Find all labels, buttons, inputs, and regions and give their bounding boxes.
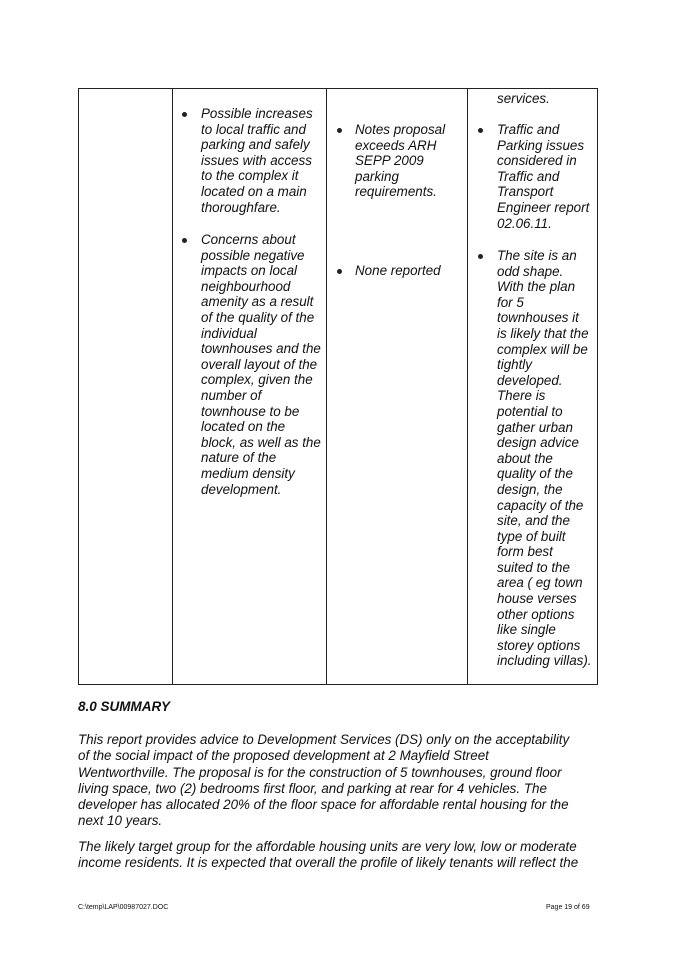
footer-file-path: C:\temp\LAP\00987027.DOC — [78, 904, 169, 911]
response-continuation-text: services. — [497, 91, 550, 106]
column-divider — [172, 89, 173, 684]
bullet-dot-icon — [478, 254, 483, 259]
summary-paragraph: The likely target group for the affordable housing units are very low, low or moderate income residents. It is expected that overall the profile of likely tenants will reflect the — [78, 839, 579, 871]
footer-page-number: Page 19 of 69 — [546, 904, 590, 911]
response-site-text: The site is an odd shape. With the plan for 5 townhouses it is likely that the complex will be tightly developed. There is potential to gather urban design advice about the quality of the design, the capacity of the site, and the type of built form best suited to the area ( eg town house verses other options like single storey options including villas). — [497, 248, 592, 669]
community-parking-text: Notes proposal exceeds ARH SEPP 2009 parking requirements. — [355, 122, 446, 200]
column-divider — [326, 89, 327, 684]
bullet-dot-icon — [337, 128, 342, 133]
bullet-dot-icon — [182, 112, 187, 117]
summary-heading: 8.0 SUMMARY — [78, 699, 171, 714]
issue-amenity-text: Concerns about possible negative impacts on local neighbourhood amenity as a result of the quality of the individual townhouses and the overall layout of the complex, given the number of townhouse to be located on the block, as well as the nature of the medium density development. — [201, 232, 321, 497]
community-none-text: None reported — [355, 263, 441, 278]
bullet-dot-icon — [337, 269, 342, 274]
bullet-dot-icon — [478, 128, 483, 133]
response-traffic-text: Traffic and Parking issues considered in Traffic and Transport Engineer report 02.06.11. — [497, 122, 590, 231]
bullet-dot-icon — [182, 238, 187, 243]
summary-paragraph: This report provides advice to Development Services (DS) only on the acceptability of the social impact of the proposed development at 2 Mayfield Street Wentworthville. The proposal is for the construction of 5 townhouses, ground floor living space, two (2) bedrooms first floor, and parking at rear for 4 vehicles. The developer has allocated 20% of the floor space for affordable rental housing for the next 10 years. — [78, 732, 570, 829]
assessment-table — [78, 88, 598, 685]
column-divider — [467, 89, 468, 684]
issue-traffic-text: Possible increases to local traffic and parking and safely issues with access to the complex it located on a main thoroughfare. — [201, 106, 313, 215]
